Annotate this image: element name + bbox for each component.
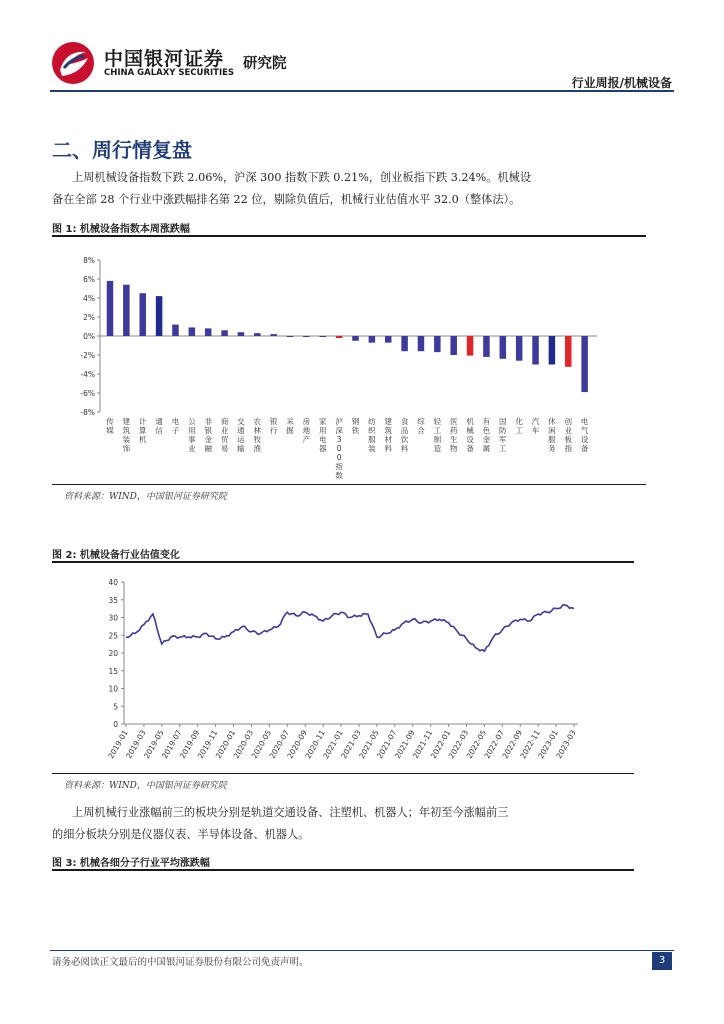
brand-name-cn: 中国银河证券 — [104, 48, 225, 70]
category-label: 休闲服务 — [548, 417, 556, 453]
category-label: 沪深 3 0 0 指数 — [335, 417, 343, 480]
category-label: 非银金融 — [204, 417, 212, 453]
report-type: 行业周报/机械设备 — [571, 76, 672, 90]
x-tick-label: 2022-01 — [428, 728, 453, 761]
bar — [238, 332, 245, 336]
category-label: 综合 — [417, 417, 425, 435]
figure-1-top-rule — [52, 235, 646, 237]
bar — [303, 336, 310, 337]
bar — [369, 336, 376, 343]
category-label: 传媒 — [106, 417, 114, 435]
x-tick-label: 2021-05 — [357, 728, 381, 761]
bar — [172, 325, 179, 336]
bar — [549, 336, 556, 365]
y-tick-label: -6% — [80, 389, 95, 398]
x-tick-label: 2020-05 — [249, 728, 274, 761]
x-tick-label: 2020-11 — [303, 728, 327, 761]
category-label: 电气设备 — [580, 417, 589, 453]
category-label: 建筑材料 — [384, 417, 392, 453]
section-title: 二、周行情复盘 — [52, 138, 192, 162]
paragraph-2-line-2: 的细分板块分别是仪器仪表、半导体设备、机器人。 — [52, 828, 310, 841]
bar — [581, 336, 588, 392]
bar — [385, 336, 392, 343]
series-line — [126, 605, 574, 651]
x-tick-label: 2023-01 — [536, 728, 560, 761]
institute-name: 研究院 — [243, 56, 287, 72]
x-tick-label: 2022-05 — [464, 728, 489, 761]
paragraph-2-line-1: 上周机械行业涨幅前三的板块分别是轨道交通设备、注塑机、机器人；年初至今涨幅前三 — [72, 806, 509, 819]
figure-2-title: 图 2: 机械设备行业估值变化 — [52, 550, 180, 561]
category-label: 机械设备 — [466, 417, 474, 453]
x-tick-label: 2019-01 — [106, 728, 130, 761]
y-tick-label: -8% — [80, 408, 95, 417]
bar — [254, 333, 260, 336]
bar — [221, 330, 228, 336]
y-tick-label: 25 — [108, 631, 118, 641]
brand-name-en: CHINA GALAXY SECURITIES — [104, 68, 235, 78]
x-tick-label: 2021-03 — [339, 728, 363, 761]
y-tick-label: 8% — [83, 256, 95, 265]
bar — [467, 336, 474, 356]
bar-chart-weekly-change — [52, 245, 646, 480]
x-tick-label: 2021-09 — [392, 728, 417, 761]
category-label: 农林牧渔 — [253, 417, 262, 453]
bar — [516, 336, 523, 361]
y-tick-label: 40 — [108, 578, 118, 587]
x-tick-label: 2019-07 — [160, 728, 184, 761]
bar — [418, 336, 425, 351]
x-tick-label: 2023-03 — [554, 728, 578, 761]
category-label: 银行 — [269, 417, 278, 435]
category-label: 交通运输 — [237, 417, 245, 453]
bar — [139, 293, 146, 336]
category-label: 化工 — [515, 417, 523, 435]
x-tick-label: 2022-09 — [500, 728, 524, 761]
category-label: 食品饮料 — [400, 417, 409, 453]
y-tick-label: 5 — [113, 702, 118, 712]
y-tick-label: -2% — [80, 351, 95, 360]
figure-3-top-rule — [52, 869, 634, 871]
y-tick-label: 10 — [108, 684, 118, 694]
paragraph-1-line-1: 上周机械设备指数下跌 2.06%，沪深 300 指数下跌 0.21%，创业板指下跌 3.24%。机械设 — [72, 171, 532, 184]
bar — [336, 336, 343, 338]
figure-1-title: 图 1: 机械设备指数本周涨跌幅 — [52, 224, 190, 235]
bar — [287, 336, 294, 337]
y-tick-label: 0 — [113, 720, 118, 729]
category-label: 钢铁 — [351, 417, 360, 435]
x-tick-label: 2019-03 — [124, 728, 148, 761]
line-chart-valuation — [52, 570, 634, 770]
y-tick-label: 2% — [83, 313, 95, 322]
category-label: 房地产 — [302, 417, 311, 444]
x-tick-label: 2020-07 — [267, 728, 292, 761]
x-tick-label: 2019-05 — [142, 728, 166, 761]
footer-divider — [50, 950, 674, 951]
figure-3-title: 图 3: 机械各细分子行业平均涨跌幅 — [52, 858, 210, 869]
category-label: 通信 — [155, 417, 163, 435]
x-tick-label: 2022-11 — [518, 728, 542, 761]
galaxy-logo-icon — [50, 40, 96, 86]
bar — [483, 336, 490, 357]
x-tick-label: 2020-03 — [231, 728, 256, 761]
figure-2-bottom-rule — [52, 773, 634, 774]
y-tick-label: 4% — [83, 294, 95, 303]
x-tick-label: 2021-07 — [375, 728, 399, 761]
category-label: 公用事业 — [188, 417, 196, 453]
x-tick-label: 2019-09 — [177, 728, 202, 761]
x-tick-label: 2019-11 — [195, 728, 220, 761]
x-tick-label: 2022-03 — [446, 728, 471, 761]
category-label: 有色金属 — [482, 417, 491, 453]
figure-1-bottom-rule — [52, 484, 646, 485]
category-label: 采掘 — [286, 417, 294, 435]
category-label: 汽车 — [531, 417, 540, 435]
bar — [401, 336, 408, 351]
y-tick-label: 35 — [108, 595, 118, 605]
category-label: 建筑装饰 — [122, 417, 131, 453]
bar — [434, 336, 441, 352]
figure-2-source: 资料来源：WIND，中国银河证券研究院 — [64, 781, 227, 791]
bar — [205, 328, 212, 336]
bar — [107, 281, 114, 336]
category-label: 医药生物 — [449, 417, 458, 453]
figure-2-top-rule — [52, 561, 634, 563]
figure-1-source: 资料来源：WIND，中国银河证券研究院 — [64, 492, 227, 502]
x-tick-label: 2021-01 — [321, 728, 345, 761]
y-tick-label: 6% — [83, 275, 95, 284]
category-label: 计算机 — [138, 417, 147, 444]
header-divider — [50, 90, 674, 92]
x-tick-label: 2020-09 — [285, 728, 309, 761]
bar — [352, 336, 359, 341]
x-tick-label: 2021-11 — [410, 728, 435, 761]
x-tick-label: 2020-01 — [213, 728, 238, 761]
category-label: 家用电器 — [319, 417, 327, 453]
bar — [189, 327, 196, 336]
footer-disclaimer: 请务必阅读正文最后的中国银河证券股份有限公司免责声明。 — [52, 957, 309, 968]
category-label: 纺织服装 — [368, 417, 376, 453]
y-tick-label: -4% — [80, 370, 95, 379]
bar — [123, 285, 130, 336]
y-tick-label: 15 — [108, 666, 118, 676]
page-number: 3 — [652, 952, 672, 970]
bar — [565, 336, 572, 367]
category-label: 轻工制造 — [433, 417, 442, 453]
category-label: 商业贸易 — [220, 417, 229, 453]
x-tick-label: 2022-07 — [482, 728, 507, 761]
bar — [270, 334, 277, 336]
category-label: 国防军工 — [499, 417, 507, 453]
category-label: 创业板指 — [564, 417, 573, 453]
bar — [500, 336, 507, 359]
bar — [156, 296, 163, 336]
paragraph-1-line-2: 备在全部 28 个行业中涨跌幅排名第 22 位，剔除负值后，机械行业估值水平 32.0（整体法）。 — [52, 193, 521, 206]
y-tick-label: 20 — [108, 649, 118, 658]
category-label: 电子 — [171, 417, 180, 435]
bar — [532, 336, 539, 365]
bar — [450, 336, 457, 355]
y-tick-label: 0% — [83, 332, 95, 341]
bar — [320, 336, 327, 337]
y-tick-label: 30 — [108, 613, 118, 623]
